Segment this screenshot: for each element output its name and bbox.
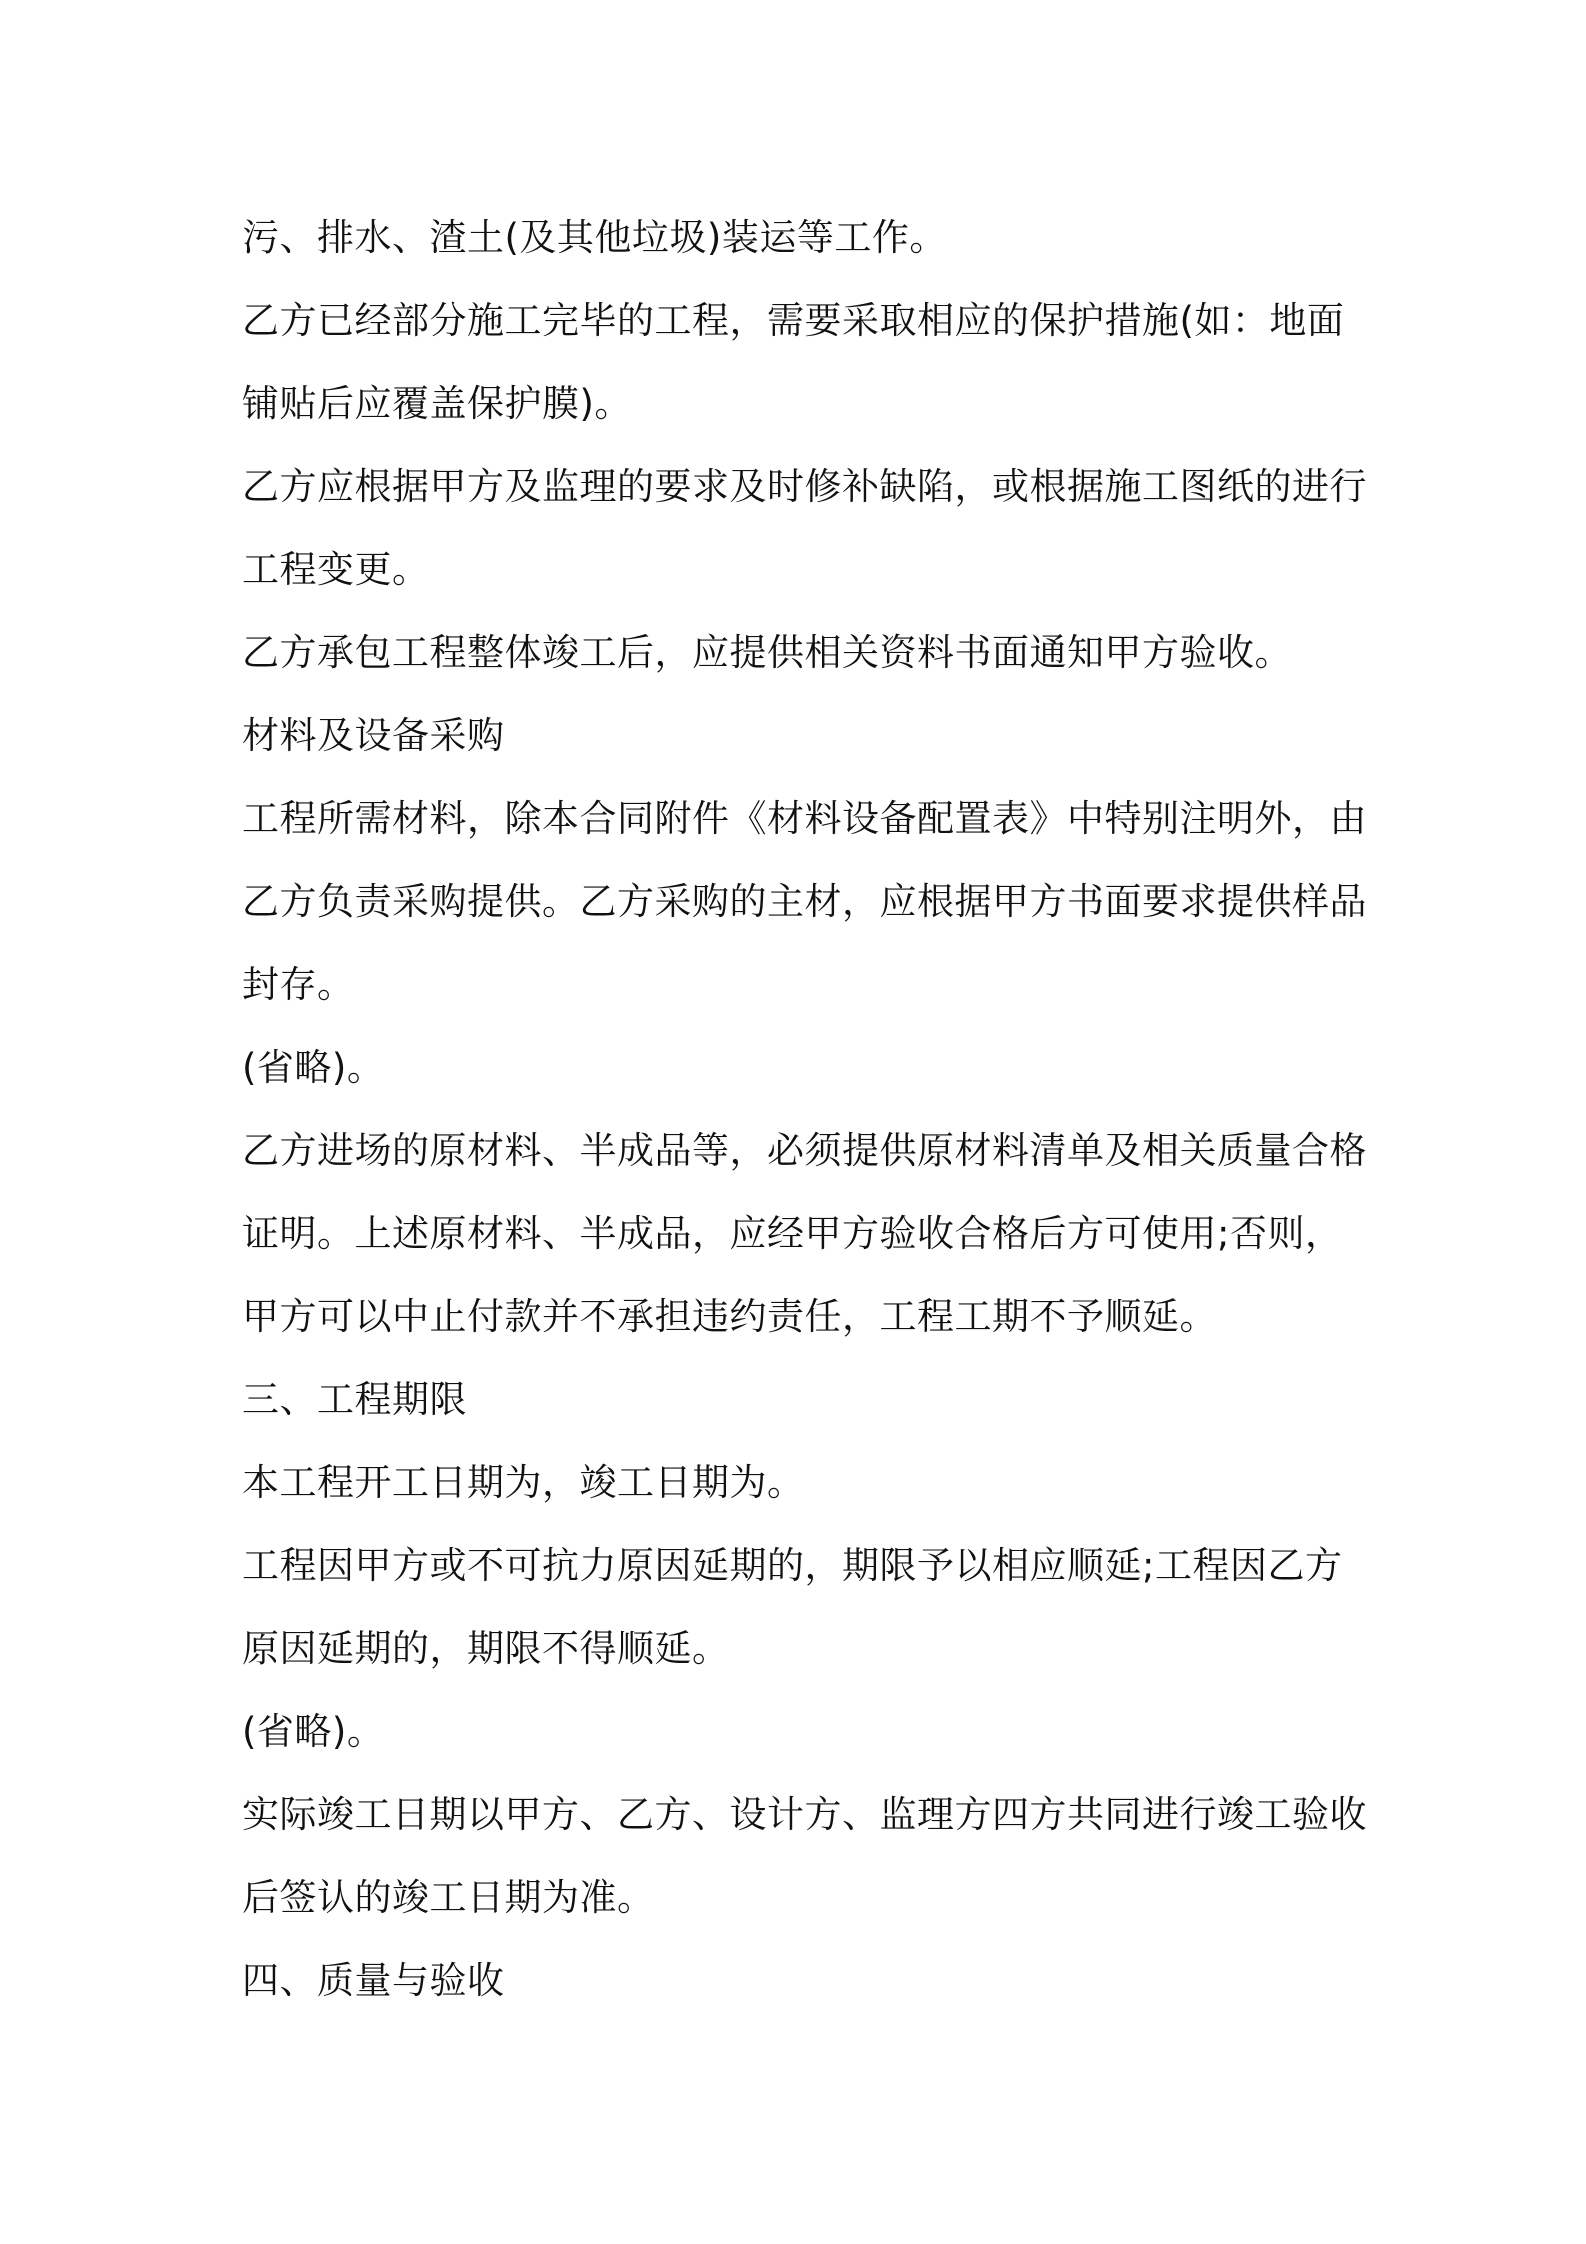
section-heading: 材料及设备采购 [242, 714, 505, 757]
paragraph-line: (省略)。 [242, 1710, 385, 1753]
paragraph-line: 乙方承包工程整体竣工后，应提供相关资料书面通知甲方验收。 [242, 631, 1292, 674]
section-heading: 四、质量与验收 [242, 1959, 505, 2002]
section-heading: 三、工程期限 [242, 1378, 467, 1421]
paragraph-line: 本工程开工日期为，竣工日期为。 [242, 1461, 805, 1504]
paragraph-line: 实际竣工日期以甲方、乙方、设计方、监理方四方共同进行竣工验收 [242, 1793, 1367, 1836]
paragraph-line: 乙方进场的原材料、半成品等，必须提供原材料清单及相关质量合格 [242, 1129, 1367, 1172]
paragraph-line: 封存。 [242, 963, 355, 1006]
paragraph-line: (省略)。 [242, 1046, 385, 1089]
paragraph-line: 工程所需材料，除本合同附件《材料设备配置表》中特别注明外，由 [242, 797, 1367, 840]
paragraph-line: 工程因甲方或不可抗力原因延期的，期限予以相应顺延;工程因乙方 [242, 1544, 1343, 1587]
document-body [242, 196, 1367, 2022]
paragraph-line: 乙方负责采购提供。乙方采购的主材，应根据甲方书面要求提供样品 [242, 880, 1367, 923]
paragraph-line: 乙方应根据甲方及监理的要求及时修补缺陷，或根据施工图纸的进行 [242, 465, 1367, 508]
paragraph-line: 证明。上述原材料、半成品，应经甲方验收合格后方可使用;否则， [242, 1212, 1343, 1255]
paragraph-line: 后签认的竣工日期为准。 [242, 1876, 655, 1919]
paragraph-line: 铺贴后应覆盖保护膜)。 [242, 382, 632, 425]
paragraph-line: 原因延期的，期限不得顺延。 [242, 1627, 730, 1670]
paragraph-line: 污、排水、渣土(及其他垃圾)装运等工作。 [242, 216, 947, 259]
paragraph-line: 乙方已经部分施工完毕的工程，需要采取相应的保护措施(如：地面 [242, 299, 1345, 342]
paragraph-line: 甲方可以中止付款并不承担违约责任，工程工期不予顺延。 [242, 1295, 1217, 1338]
paragraph-line: 工程变更。 [242, 548, 430, 591]
